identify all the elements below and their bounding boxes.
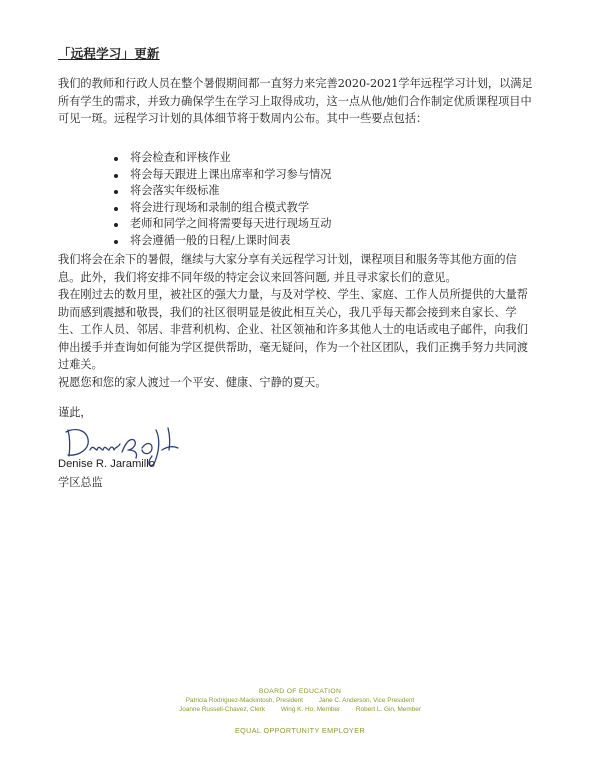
list-item: 将会检查和评核作业 [112,150,331,167]
board-member: Patricia Rodriguez-Mackintosh, President [185,697,303,704]
board-members-row [0,697,600,704]
signer-name: Denise R. Jaramillo [58,458,155,470]
board-of-education-title: BOARD OF EDUCATION [258,688,342,695]
closing-salutation: 谨此， [58,406,92,419]
letter-heading: 「远程学习」更新 [58,46,160,61]
list-item: 老师和同学之间将需要每天进行现场互动 [112,216,331,233]
key-points-list [112,150,331,250]
list-item: 将会落实年级标准 [112,183,331,200]
info-paragraph: 我们将会在余下的暑假，继续与大家分享有关远程学习计划，课程项目和服务等其他方面的信息。此外，我们将安排不同年级的特定会议来回答问题, 并且寻求家长们的意见。 [58,253,517,284]
intro-paragraph: 我们的教师和行政人员在整个暑假期间都一直努力来完善2020-2021学年远程学习计划，以满足所有学生的需求，并致力确保学生在学习上取得成功，这一点从他/她们合作制定优质课程项目中可见一斑。远程学习计划的具体细节将于数周内公布。其中一些要点包括： [58,77,533,126]
board-member: Wing K. Ho, Member [280,706,341,713]
community-paragraph: 我在刚过去的数月里，被社区的强大力量，与及对学校、学生、家庭、工作人员所提供的大量帮助而感到震撼和敬畏，我们的社区很明显是彼此相互关心，我几乎每天都会接到来自家长、学生、工作人员、邻居、非营利机构、企业、社区领袖和许多其他人士的电话或电子邮件，向我们伸出援手并查询如何能为学区提供帮助，毫无疑问，作为一个社区团队，我们正携手努力共同渡过难关。 [58,288,528,372]
list-item: 将会进行现场和录制的组合模式教学 [112,200,331,217]
board-member: Robert L. Gin, Member [355,706,421,713]
board-member: Jane C. Anderson, Vice President [318,697,415,704]
list-item: 将会遵循一般的日程/上课时间表 [112,233,331,250]
signer-title: 学区总监 [58,476,103,489]
board-member: Joanne Russell-Chavez, Clerk [179,706,266,713]
list-item: 将会每天跟进上课出席率和学习参与情况 [112,167,331,184]
wishes-paragraph: 祝愿您和您的家人渡过一个平安、健康、宁静的夏天。 [58,376,327,389]
equal-opportunity-employer: EQUAL OPPORTUNITY EMPLOYER [234,726,366,735]
board-members-row [0,706,600,713]
